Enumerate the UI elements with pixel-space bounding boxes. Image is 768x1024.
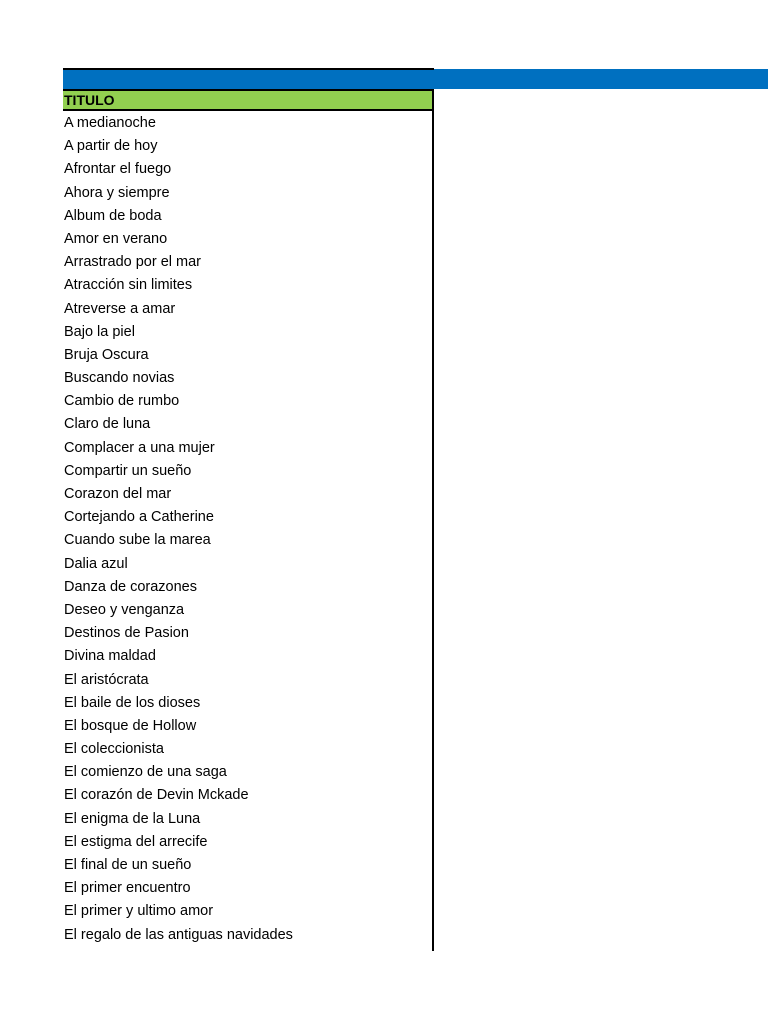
title-bar-border bbox=[63, 68, 434, 70]
table-row[interactable]: Deseo y venganza bbox=[64, 601, 185, 618]
table-row[interactable]: Bruja Oscura bbox=[64, 346, 149, 363]
table-row[interactable]: Danza de corazones bbox=[64, 578, 197, 595]
titles-column bbox=[63, 89, 434, 951]
table-row[interactable]: Amor en verano bbox=[64, 230, 168, 247]
table-row[interactable]: Atreverse a amar bbox=[64, 300, 176, 317]
table-row[interactable]: Cambio de rumbo bbox=[64, 393, 180, 410]
title-list bbox=[63, 112, 432, 947]
table-row[interactable]: El baile de los dioses bbox=[64, 694, 201, 711]
table-row[interactable]: El corazón de Devin Mckade bbox=[64, 787, 249, 804]
table-row[interactable]: Cuando sube la marea bbox=[64, 532, 211, 549]
title-bar bbox=[63, 69, 768, 89]
table-row[interactable]: Album de boda bbox=[64, 207, 162, 224]
table-row[interactable]: El regalo de las antiguas navidades bbox=[64, 926, 293, 943]
table-row[interactable]: Complacer a una mujer bbox=[64, 439, 215, 456]
table-row[interactable]: El aristócrata bbox=[64, 671, 149, 688]
table-row[interactable]: Arrastrado por el mar bbox=[64, 254, 201, 271]
table-row[interactable]: El enigma de la Luna bbox=[64, 810, 201, 827]
column-header-titulo[interactable]: TITULO bbox=[63, 89, 432, 111]
table-row[interactable]: Cortejando a Catherine bbox=[64, 509, 214, 526]
table-row[interactable]: El comienzo de una saga bbox=[64, 764, 227, 781]
table-row[interactable]: Buscando novias bbox=[64, 370, 175, 387]
table-row[interactable]: Divina maldad bbox=[64, 648, 156, 665]
table-row[interactable]: Compartir un sueño bbox=[64, 462, 192, 479]
table-row[interactable]: A medianoche bbox=[64, 115, 156, 131]
table-row[interactable]: El coleccionista bbox=[64, 741, 164, 758]
table-row[interactable]: El final de un sueño bbox=[64, 857, 192, 873]
table-row[interactable]: Bajo la piel bbox=[64, 323, 135, 340]
table-row[interactable]: Claro de luna bbox=[64, 416, 151, 433]
table-row[interactable]: El primer encuentro bbox=[64, 880, 191, 897]
table-row[interactable]: El estigma del arrecife bbox=[64, 833, 208, 850]
table-row[interactable]: Atracción sin limites bbox=[64, 277, 193, 294]
table-row[interactable]: Corazon del mar bbox=[64, 486, 172, 502]
table-row[interactable]: Afrontar el fuego bbox=[64, 161, 172, 178]
table-row[interactable]: El bosque de Hollow bbox=[64, 717, 197, 734]
table-row[interactable]: El primer y ultimo amor bbox=[64, 903, 214, 920]
table-row[interactable]: Dalia azul bbox=[64, 555, 128, 572]
table-row[interactable]: Destinos de Pasion bbox=[64, 625, 189, 642]
table-row[interactable]: A partir de hoy bbox=[64, 138, 158, 155]
table-row[interactable]: Ahora y siempre bbox=[64, 184, 170, 201]
